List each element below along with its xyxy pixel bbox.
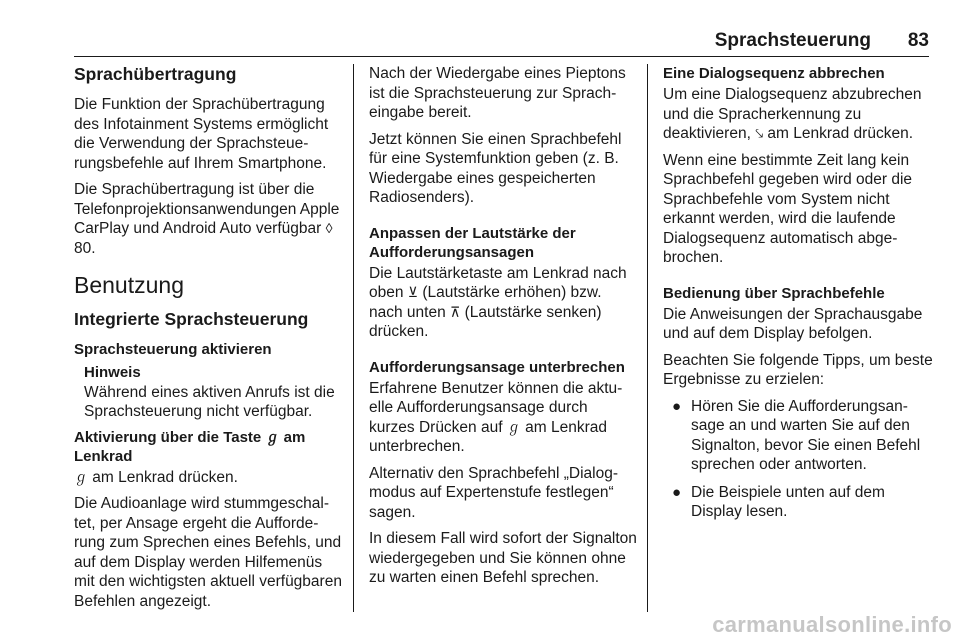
heading-unterbrechen: Aufforderungsansage unterbrechen [369, 358, 625, 376]
bullet-icon: ● [672, 483, 682, 501]
heading-bedienung: Bedienung über Sprachbefehle [663, 284, 885, 302]
list-item: ● Die Beispiele unten auf dem Display lesen. [672, 483, 885, 520]
note-box [74, 363, 342, 422]
heading-benutzung: Benutzung [74, 272, 184, 298]
paragraph: Wenn eine bestimmte Zeit lang kein Sprachbefehl gegeben wird oder die Sprachbefehle vom System nicht erkannt werden, wird die laufende Dialogsequenz automatisch abgebrochen. [663, 151, 913, 266]
paragraph: Die Lautstärketaste am Lenkrad nach oben ⊻ (Lautstärke erhöhen) bzw. nach unten ⊼ (Lautstärke senken) drücken. [369, 264, 627, 340]
list-item: ● Hören Sie die Aufforderungsansage an und warten Sie auf den Signalton, bevor Sie einen Befehl sprechen oder antworten. [672, 397, 921, 473]
heading-sprachsteuerung-aktivieren: Sprachsteuerung aktivieren [74, 341, 272, 358]
paragraph: In diesem Fall wird sofort der Signalton wiedergegeben und Sie können ohne zu warten einen Befehl sprechen. [369, 530, 637, 586]
paragraph: Die Audioanlage wird stummgeschaltet, per Ansage ergeht die Aufforderung zum Sprechen eines Befehls, und auf dem Display werden Hilfemenüs mit den wichtigsten aktuell verfügbaren Befehlen angezeigt. [74, 495, 342, 610]
paragraph: ℊ am Lenkrad drücken. [74, 468, 238, 486]
heading-integrierte-sprachsteuerung: Integrierte Sprachsteuerung [74, 309, 309, 329]
paragraph: Jetzt können Sie einen Sprachbefehl für eine Systemfunktion geben (z. B. Wiedergabe eines gespeicherten Radiosenders). [369, 130, 622, 206]
column-1 [74, 64, 342, 618]
paragraph: Um eine Dialogsequenz abzubrechen und die Spracherkennung zu deaktivieren, ⤥ am Lenkrad drücken. [663, 86, 922, 142]
page-title: Sprachsteuerung [714, 30, 871, 51]
note-text: Während eines aktiven Anrufs ist die Sprachsteuerung nicht verfügbar. [84, 383, 335, 420]
volume-down-icon: ⊼ [450, 303, 461, 320]
heading-dialogsequenz-abbrechen: Eine Dialogsequenz abbrechen [663, 65, 885, 82]
voice-button-icon: ℊ [506, 418, 521, 435]
arrow-reference-icon: ◊ [325, 220, 333, 236]
page-header [74, 30, 929, 60]
note-title: Hinweis [84, 364, 141, 381]
paragraph: Die Anweisungen der Sprachausgabe und auf dem Display befolgen. [663, 305, 923, 342]
paragraph: Alternativ den Sprachbefehl „Dialogmodus auf Expertenstufe festlegen“ sagen. [369, 464, 619, 521]
heading-aktivierung-taste: Aktivierung über die Taste ℊ am Lenkrad [74, 428, 306, 465]
voice-button-icon: ℊ [265, 428, 280, 445]
paragraph: Die Sprachübertragung ist über die Telefonprojektionsanwendungen Apple CarPlay und Android Auto verfügbar ◊ 80. [74, 181, 340, 257]
column-divider-1 [353, 64, 354, 612]
column-2 [369, 64, 637, 595]
page-reference-link[interactable]: 80. [74, 239, 96, 257]
heading-sprachuebertragung: Sprachübertragung [74, 64, 237, 84]
volume-up-icon: ⊻ [407, 284, 419, 300]
heading-lautstaerke: Anpassen der Lautstärke der Aufforderungsansagen [369, 224, 576, 261]
header-divider [74, 56, 929, 57]
paragraph: Die Funktion der Sprachübertragung des Infotainment Systems ermöglicht die Verwendung der Sprachsteuerungsbefehle auf Ihrem Smartphone. [74, 96, 329, 172]
paragraph: Beachten Sie folgende Tipps, um beste Ergebnisse zu erzielen: [663, 351, 933, 388]
column-3 [663, 64, 933, 530]
voice-button-icon: ℊ [74, 468, 88, 485]
paragraph: Erfahrene Benutzer können die aktuelle Aufforderungsansage durch kurzes Drücken auf ℊ am Lenkrad unterbrechen. [369, 379, 623, 455]
hang-up-icon: ⤥ [755, 125, 764, 141]
page-number: 83 [907, 30, 929, 51]
paragraph: Nach der Wiedergabe eines Pieptons ist die Sprachsteuerung zur Spracheingabe bereit. [369, 65, 626, 121]
column-divider-2 [647, 64, 648, 612]
bullet-icon: ● [672, 397, 682, 415]
watermark: carmanualsonline.info [712, 612, 952, 637]
